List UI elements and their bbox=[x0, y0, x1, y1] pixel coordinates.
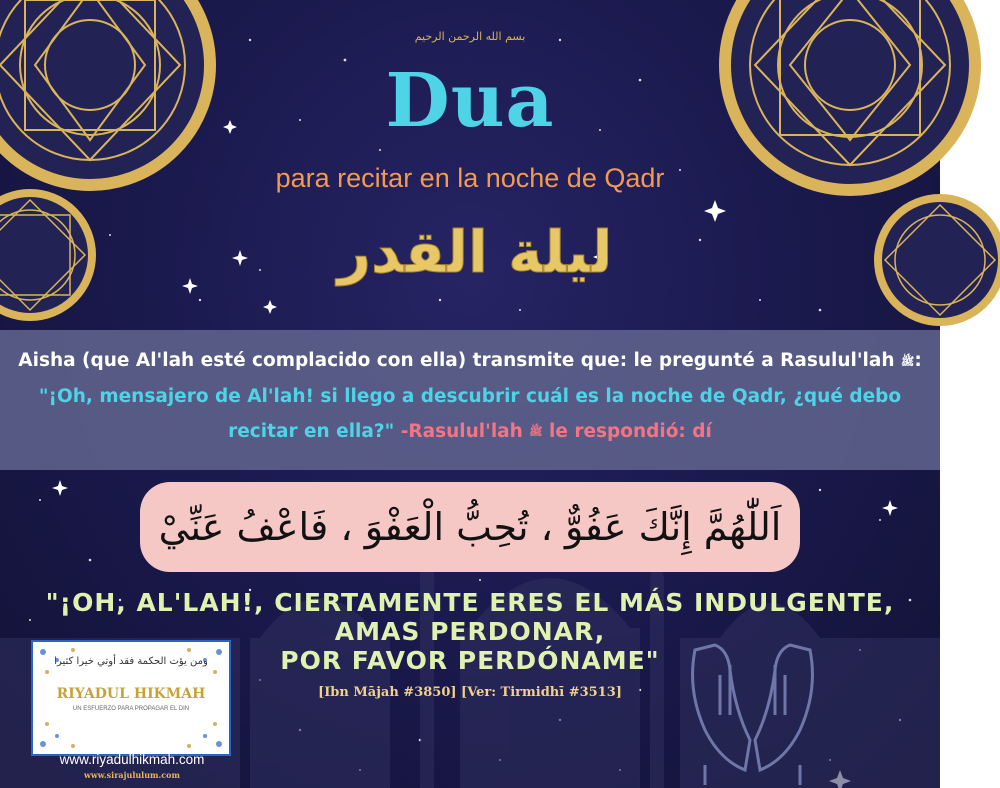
svg-text:ليلة القدر: ليلة القدر bbox=[337, 218, 613, 286]
svg-text:بسم الله الرحمن الرحيم: بسم الله الرحمن الرحيم bbox=[414, 30, 526, 43]
website-link[interactable]: www.riyadulhikmah.com bbox=[59, 752, 205, 767]
narration-intro: Aisha (que Al'lah esté complacido con ella) transmite que: le pregunté a Rasulul'lah bbox=[18, 350, 895, 371]
dua-arabic-box bbox=[140, 482, 800, 572]
narration-response: le respondió: dí bbox=[542, 420, 712, 442]
praying-hands-icon bbox=[675, 615, 830, 785]
star-sparkle-icon bbox=[232, 250, 248, 266]
dua-arabic-text: اَللّٰهُمَّ إِنَّكَ عَفُوٌّ ، تُحِبُّ الْعَفْوَ ، فَاعْفُ عَنِّيْ bbox=[158, 505, 782, 549]
logo-arabic-text: ومن يؤت الحكمة فقد أوتي خيرا كثيرا bbox=[54, 656, 208, 667]
translation-line: POR FAVOR PERDÓNAME" bbox=[280, 646, 660, 675]
hadith-reference: [Ibn Mājah #3850] [Ver: Tirmidhī #3513] bbox=[318, 685, 622, 700]
laylat-al-qadr-calligraphy bbox=[330, 200, 620, 310]
translation-line: AMAS PERDONAR, bbox=[334, 617, 606, 646]
star-sparkle-icon bbox=[182, 278, 198, 294]
narration-text bbox=[10, 343, 930, 449]
secondary-website-link[interactable]: www.sirajululum.com bbox=[84, 770, 180, 780]
logo-subtitle: UN ESFUERZO PARA PROPAGAR EL DIN bbox=[72, 706, 190, 712]
salawat-seal: ﷺ bbox=[529, 425, 543, 438]
geometric-ornament-icon bbox=[860, 180, 980, 330]
star-sparkle-icon bbox=[263, 300, 277, 314]
salawat-seal: ﷺ bbox=[901, 354, 915, 368]
basmala-calligraphy bbox=[414, 8, 526, 58]
narration-colon: : bbox=[914, 350, 922, 371]
page-title: Dua bbox=[385, 58, 555, 144]
page-subtitle: para recitar en la noche de Qadr bbox=[275, 163, 665, 193]
logo-title: RIYADUL HIKMAH bbox=[56, 686, 206, 702]
riyadul-hikmah-logo bbox=[31, 640, 231, 756]
geometric-ornament-icon bbox=[0, 175, 110, 335]
narration-responder: -Rasulul'lah bbox=[394, 420, 523, 442]
translation-line: "¡OH, AL'LAH!, CIERTAMENTE ERES EL MÁS INDULGENTE, bbox=[45, 588, 895, 617]
narration-question: "¡Oh, mensajero de Al'lah! si llego a descubrir cuál es la noche de Qadr, ¿qué debo recitar en ella?" bbox=[38, 385, 902, 442]
